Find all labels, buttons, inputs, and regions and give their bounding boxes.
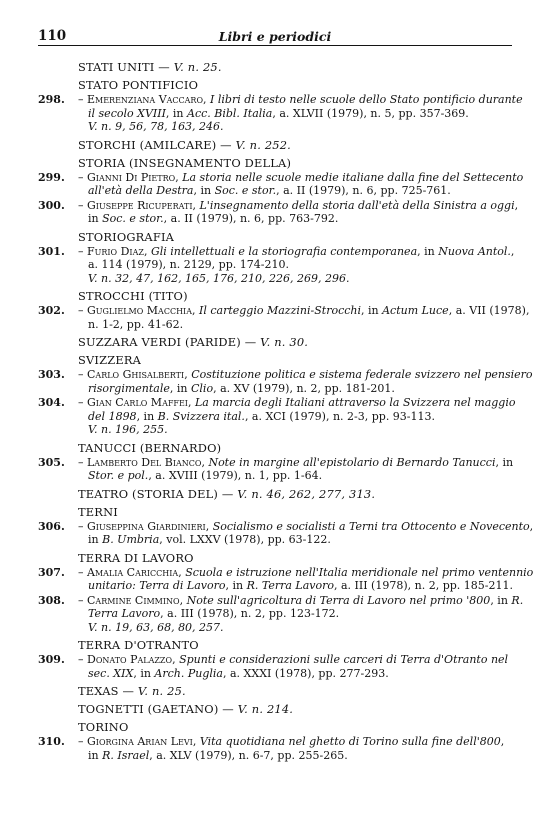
author-name: Giuseppina Giardinieri	[87, 519, 206, 533]
text-segment: ,	[529, 519, 534, 533]
text-segment: , in	[417, 244, 439, 258]
text-segment: TERRA D'OTRANTO	[78, 638, 199, 652]
text-segment: , in	[490, 593, 512, 607]
italic-text: La marcia degli Italiani attraverso la Svizzera nel maggio	[194, 396, 516, 409]
text-segment: ,	[179, 593, 187, 607]
text-segment: TEXAS —	[78, 684, 138, 698]
text-segment: ,	[172, 653, 180, 666]
entry-line	[38, 593, 524, 608]
text-segment: –	[78, 368, 87, 381]
text-segment: a. 114 (1979), n. 2129, pp. 174-210.	[88, 258, 289, 271]
author-name: Gian Carlo Maffei	[87, 396, 188, 409]
text-segment: –	[78, 593, 87, 607]
text-segment: , in	[136, 409, 158, 423]
bibliography-entry	[38, 519, 534, 547]
italic-text: sec. XIX	[88, 666, 134, 680]
entry-line	[38, 368, 533, 382]
text-segment: ,	[192, 198, 200, 212]
italic-text: Actum Luce	[382, 304, 449, 317]
entry-line	[38, 198, 519, 213]
text-segment: STORIOGRAFIA	[78, 229, 175, 244]
entry-number: 302.	[38, 304, 65, 317]
text-segment: ,	[192, 735, 200, 748]
italic-text: V. n. 19, 63, 68, 80, 257.	[88, 620, 224, 634]
author-name: Furio Diaz	[87, 244, 144, 258]
italic-text: V. n. 252.	[235, 137, 292, 152]
text-segment: n. 1-2, pp. 41-62.	[88, 317, 184, 331]
section-heading	[38, 138, 512, 152]
section-heading	[38, 638, 512, 652]
text-segment: STATO PONTIFICIO	[78, 78, 199, 92]
entry-line	[38, 382, 512, 396]
text-segment: ,	[205, 519, 213, 533]
bibliography-entry	[38, 653, 512, 680]
italic-text: Il carteggio Mazzini-Strocchi	[199, 304, 361, 317]
text-segment: STORCHI (AMILCARE) —	[78, 137, 236, 152]
text-segment: ,	[203, 93, 211, 106]
author-name: Donato Palazzo	[87, 653, 173, 666]
text-segment: ,	[184, 368, 192, 381]
italic-text: Note in margine all'epistolario di Bernardo Tanucci	[208, 455, 496, 469]
italic-text: V. n. 9, 56, 78, 163, 246.	[88, 120, 224, 133]
section-heading	[38, 230, 512, 244]
section-heading	[38, 487, 512, 501]
text-segment: , a. XLVII (1979), n. 5, pp. 357-369.	[272, 106, 469, 120]
section-heading	[38, 289, 512, 303]
entry-line	[38, 184, 512, 198]
text-segment: ,	[187, 396, 195, 409]
text-segment: TEATRO (STORIA DEL) —	[78, 486, 238, 501]
bibliography-entry	[38, 244, 515, 286]
section-heading	[38, 551, 512, 565]
text-segment: ,	[500, 735, 505, 748]
entry-line	[38, 212, 512, 226]
text-segment: , a. XCI (1979), n. 2-3, pp. 93-113.	[244, 409, 436, 423]
bibliography-list	[38, 60, 534, 762]
entry-line	[38, 410, 512, 424]
text-segment: –	[78, 455, 87, 469]
italic-text: Terra Lavoro	[88, 607, 161, 620]
text-segment: –	[78, 170, 87, 184]
entry-line	[38, 244, 515, 259]
text-segment: , a. II (1979), n. 6, pp. 763-792.	[163, 212, 339, 225]
text-segment: –	[78, 653, 87, 666]
section-heading	[38, 441, 512, 455]
entry-number: 299.	[38, 170, 65, 184]
section-heading	[38, 684, 512, 698]
italic-text: Soc. e stor.	[102, 212, 164, 225]
text-segment: SUZZARA VERDI (PARIDE) —	[78, 335, 261, 349]
italic-text: Soc. e stor.	[214, 184, 277, 197]
bibliography-entry	[38, 198, 519, 226]
italic-text: Costituzione politica e sistema federale svizzero nel pensiero	[191, 368, 533, 381]
text-segment: , in	[361, 304, 383, 317]
text-segment: , in	[193, 184, 215, 197]
entry-number: 308.	[38, 593, 65, 607]
section-heading	[38, 505, 512, 519]
text-segment: , in	[133, 666, 155, 680]
bibliography-entry	[38, 396, 516, 437]
text-segment: , vol. LXXV (1978), pp. 63-122.	[159, 533, 331, 546]
running-title: Libri e periodici	[218, 29, 332, 44]
entry-line	[38, 735, 512, 749]
section-heading	[38, 335, 512, 349]
entry-line	[38, 519, 534, 534]
italic-text: Socialismo e socialisti a Terni tra Ottocento e Novecento	[212, 519, 530, 533]
entry-number: 304.	[38, 396, 65, 409]
italic-text: V. n. 196, 255.	[88, 423, 168, 436]
section-heading	[38, 60, 512, 74]
author-name: Lamberto Del Bianco	[87, 455, 202, 469]
entry-line	[38, 456, 512, 470]
text-segment: ,	[175, 170, 183, 184]
text-segment: –	[78, 396, 87, 409]
entry-number: 309.	[38, 653, 65, 666]
entry-line	[38, 318, 512, 332]
italic-text: V. n. 25.	[173, 60, 222, 74]
bibliography-entry	[38, 593, 524, 635]
italic-text: V. n. 25.	[137, 684, 186, 698]
author-name: Emerenziana Vaccaro	[87, 93, 204, 106]
bibliography-entry	[38, 565, 534, 593]
italic-text: B. Svizzera ital.	[157, 409, 245, 423]
entry-line	[38, 304, 530, 318]
text-segment: –	[78, 519, 87, 533]
text-segment: SVIZZERA	[78, 353, 142, 367]
text-segment: , a. II (1979), n. 6, pp. 725-761.	[276, 184, 451, 197]
text-segment: TANUCCI (BERNARDO)	[78, 440, 222, 455]
italic-text: Gli intellettuali e la storiografia contemporanea	[150, 244, 418, 258]
entry-line	[38, 423, 512, 437]
italic-text: Nuova Antol.	[438, 244, 511, 258]
text-segment: , a. XVIII (1979), n. 1, pp. 1-64.	[148, 469, 323, 482]
text-segment: ,	[514, 198, 519, 212]
text-segment: , a. VII (1978),	[448, 304, 530, 317]
entry-number: 306.	[38, 519, 65, 533]
italic-text: Note sull'agricoltura di Terra di Lavoro nel primo '800	[186, 593, 491, 607]
entry-number: 298.	[38, 93, 65, 106]
text-segment: –	[78, 304, 87, 317]
text-segment: , a. XV (1979), n. 2, pp. 181-201.	[213, 381, 395, 395]
text-segment: TOGNETTI (GAETANO) —	[78, 702, 238, 716]
italic-text: R. Terra Lavoro	[246, 579, 334, 592]
entry-line	[38, 607, 512, 621]
text-segment: STROCCHI (TITO)	[78, 289, 188, 303]
italic-text: Arch. Puglia	[154, 666, 223, 680]
italic-text: La storia nelle scuole medie italiane dalla fine del Settecento	[182, 170, 524, 184]
italic-text: V. n. 46, 262, 277, 313.	[237, 486, 376, 501]
italic-text: Acc. Bibl. Italia	[187, 106, 273, 120]
entry-number: 301.	[38, 244, 65, 258]
author-name: Giuseppe Ricuperati	[87, 198, 193, 212]
italic-text: Stor. e pol.	[88, 469, 149, 482]
text-segment: STATI UNITI —	[78, 60, 174, 74]
italic-text: risorgimentale	[88, 381, 170, 395]
bibliography-entry	[38, 456, 512, 483]
bibliography-entry	[38, 368, 533, 395]
italic-text: unitario: Terra di Lavoro	[88, 579, 226, 592]
text-segment: , a. III (1978), n. 2, pp. 123-172.	[160, 607, 340, 620]
bibliography-entry	[38, 304, 530, 331]
italic-text: B. Umbria	[102, 533, 160, 546]
entry-line	[38, 749, 512, 763]
section-heading	[38, 353, 512, 367]
text-segment: in	[88, 748, 103, 762]
author-name: Gianni Di Pietro	[87, 170, 176, 184]
italic-text: all'età della Destra	[88, 184, 194, 197]
text-segment: , a. XXXI (1978), pp. 277-293.	[222, 666, 389, 680]
text-segment: , a. III (1978), n. 2, pp. 185-211.	[333, 579, 513, 592]
italic-text: Clio	[191, 381, 214, 395]
entry-line	[38, 579, 512, 593]
italic-text: R. Israel	[102, 748, 150, 762]
text-segment: , in	[169, 381, 191, 395]
text-segment: TORINO	[78, 720, 129, 734]
italic-text: V. n. 30.	[260, 335, 309, 349]
entry-number: 305.	[38, 455, 65, 469]
section-heading	[38, 78, 512, 92]
text-segment: in	[88, 212, 103, 225]
text-segment: –	[78, 93, 87, 106]
italic-text: Scuola e istruzione nell'Italia meridionale nel primo ventennio	[185, 565, 534, 579]
italic-text: I libri di testo nelle scuole dello Stato pontificio durante	[210, 93, 523, 106]
text-segment: , in	[165, 106, 188, 120]
text-segment: –	[78, 735, 87, 748]
entry-line	[38, 170, 524, 185]
bibliography-entry	[38, 735, 512, 762]
page-header	[38, 28, 512, 44]
text-segment: ,	[510, 244, 515, 258]
text-segment: ,	[192, 304, 199, 317]
bibliography-entry	[38, 170, 524, 198]
italic-text: Vita quotidiana nel ghetto di Torino sulla fine dell'800	[199, 735, 501, 748]
bibliography-entry	[38, 93, 523, 134]
text-segment: TERNI	[78, 504, 118, 519]
text-segment: , in	[495, 455, 514, 469]
text-segment: STORIA (INSEGNAMENTO DELLA)	[78, 155, 292, 170]
entry-line	[38, 258, 512, 272]
entry-line	[38, 621, 512, 635]
section-heading	[38, 156, 512, 170]
text-segment: ,	[143, 244, 151, 258]
text-segment: in	[88, 533, 103, 546]
entry-line	[38, 93, 523, 107]
entry-line	[38, 667, 512, 681]
text-segment: –	[78, 565, 87, 579]
text-segment: –	[78, 244, 87, 258]
text-segment: , in	[225, 579, 247, 592]
text-segment: TERRA DI LAVORO	[78, 550, 194, 565]
italic-text: L'insegnamento della storia dall'età della Sinistra a oggi	[199, 198, 515, 212]
entry-number: 307.	[38, 565, 65, 579]
entry-line	[38, 565, 534, 580]
page-number: 110	[38, 28, 67, 44]
italic-text: Spunti e considerazioni sulle carceri di Terra d'Otranto nel	[179, 653, 509, 666]
text-segment: –	[78, 198, 87, 212]
author-name: Amalia Caricchia	[87, 565, 179, 579]
italic-text: R.	[511, 593, 524, 607]
author-name: Carmine Cimmino	[87, 593, 180, 607]
text-segment: , a. XLV (1979), n. 6-7, pp. 255-265.	[149, 748, 348, 762]
entry-line	[38, 120, 512, 134]
entry-line	[38, 469, 512, 483]
author-name: Carlo Ghisalberti	[87, 368, 185, 381]
italic-text: V. n. 32, 47, 162, 165, 176, 210, 226, 269, 296.	[88, 271, 350, 285]
entry-line	[38, 533, 512, 547]
text-segment: ,	[178, 565, 186, 579]
author-name: Giorgina Arian Levi	[87, 735, 193, 748]
text-segment: ,	[201, 455, 209, 469]
entry-line	[38, 272, 512, 286]
section-heading	[38, 702, 512, 716]
entry-number: 303.	[38, 368, 65, 381]
italic-text: V. n. 214.	[237, 702, 294, 716]
entry-number: 300.	[38, 198, 65, 212]
header-rule	[38, 45, 512, 46]
entry-line	[38, 107, 512, 121]
section-heading	[38, 720, 512, 734]
entry-line	[38, 653, 512, 667]
italic-text: il secolo XVIII	[88, 106, 166, 120]
entry-number: 310.	[38, 735, 65, 748]
entry-line	[38, 396, 516, 410]
author-name: Guglielmo Macchia	[87, 304, 192, 317]
italic-text: del 1898	[88, 409, 137, 423]
